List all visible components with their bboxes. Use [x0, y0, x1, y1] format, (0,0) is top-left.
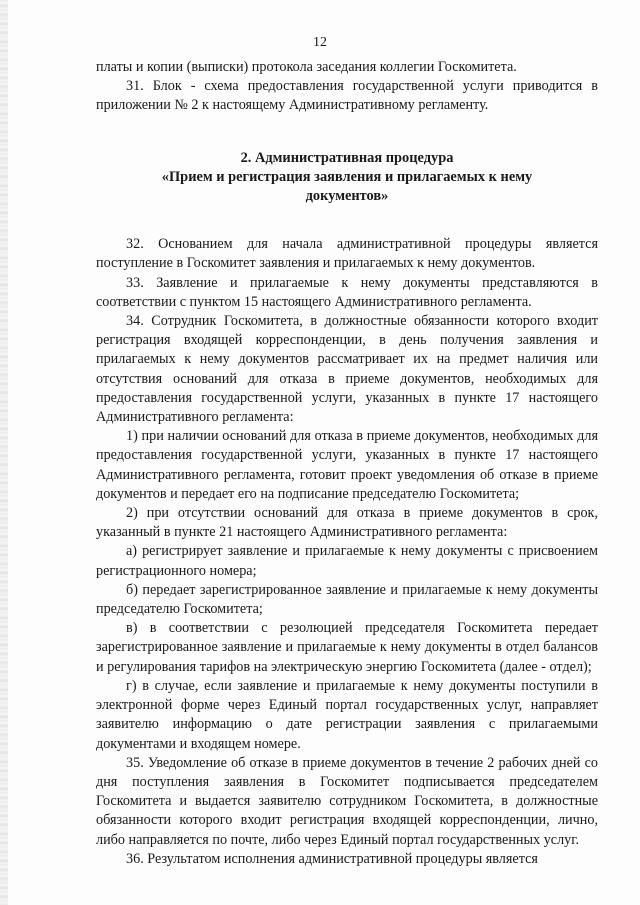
section-subtitle-line2: документов»: [305, 188, 389, 205]
paragraph-34-item-2b: б) передает зарегистрированное заявление и прилагаемые к нему документы председателю Госкомитета;: [96, 581, 598, 618]
section-spacer: [96, 116, 598, 149]
paragraph-continuation: платы и копии (выписки) протокола заседания коллегии Госкомитета.: [96, 59, 517, 75]
section-title: 2. Административная процедура: [240, 149, 454, 166]
paragraph-31: 31. Блок - схема предоставления государственной услуги приводится в приложении № 2 к настоящему Административному регламенту.: [96, 78, 598, 114]
paragraph-33: 33. Заявление и прилагаемые к нему документы представляются в соответствии с пунктом 15 настоящего Административного регламента.: [96, 274, 598, 310]
paragraph-35: 35. Уведомление об отказе в приеме документов в течение 2 рабочих дней со дня поступления заявления в Госкомитет подписывается председателем Госкомитета и выдается заявителю сотрудником Госкомитета, в должностные обязанности которого входит регистрация входящей корреспонденции, лично, либо направляется по почте, либо через Единый портал государственных услуг.: [96, 754, 598, 848]
paragraph-34-item-2a: а) регистрирует заявление и прилагаемые к нему документы с присвоением регистрационного номера;: [96, 543, 598, 579]
paragraph-34-item-2c: в) в соответствии с резолюцией председателя Госкомитета передает зарегистрированное заявление и прилагаемые к нему документы в отдел балансов и регулирования тарифов на электрическую энергию Госкомитета (далее - отдел);: [96, 620, 598, 675]
section-spacer: [96, 206, 598, 235]
section-subtitle-line1: «Прием и регистрация заявления и прилагаемых к нему: [161, 168, 533, 185]
paragraph-32: 32. Основанием для начала административной процедуры является поступление в Госкомитет заявления и прилагаемых к нему документов.: [96, 236, 598, 272]
paragraph-34-item-2: 2) при отсутствии оснований для отказа в приеме документов в срок, указанный в пункте 21 настоящего Административного регламента:: [96, 505, 598, 541]
paragraph-36: 36. Результатом исполнения административной процедуры является: [126, 850, 538, 867]
paragraph-34: 34. Сотрудник Госкомитета, в должностные обязанности которого входит регистрация входящей корреспонденции, в день получения заявления и прилагаемых к нему документов рассматривает их на предмет наличия или отсутствия оснований для отказа в приеме документов, необходимых для предоставления государственной услуги, указанных в пункте 17 настоящего Административного регламента:: [96, 313, 598, 426]
page-number: 12: [313, 35, 327, 50]
paragraph-34-item-1: 1) при наличии оснований для отказа в приеме документов, необходимых для предоставления государственной услуги, указанных в пункте 17 настоящего Административного регламента, готовит проект уведомления об отказе в приеме документов и передает его на подписание председателю Госкомитета;: [96, 428, 598, 502]
paragraph-34-item-2d: г) в случае, если заявление и прилагаемые к нему документы поступили в электронной форме через Единый портал государственных услуг, направляет заявителю информацию о дате регистрации заявления с прилагаемыми документами и входящем номере.: [96, 677, 598, 752]
document-body: [96, 58, 598, 869]
scan-edge-decoration: [0, 0, 8, 905]
